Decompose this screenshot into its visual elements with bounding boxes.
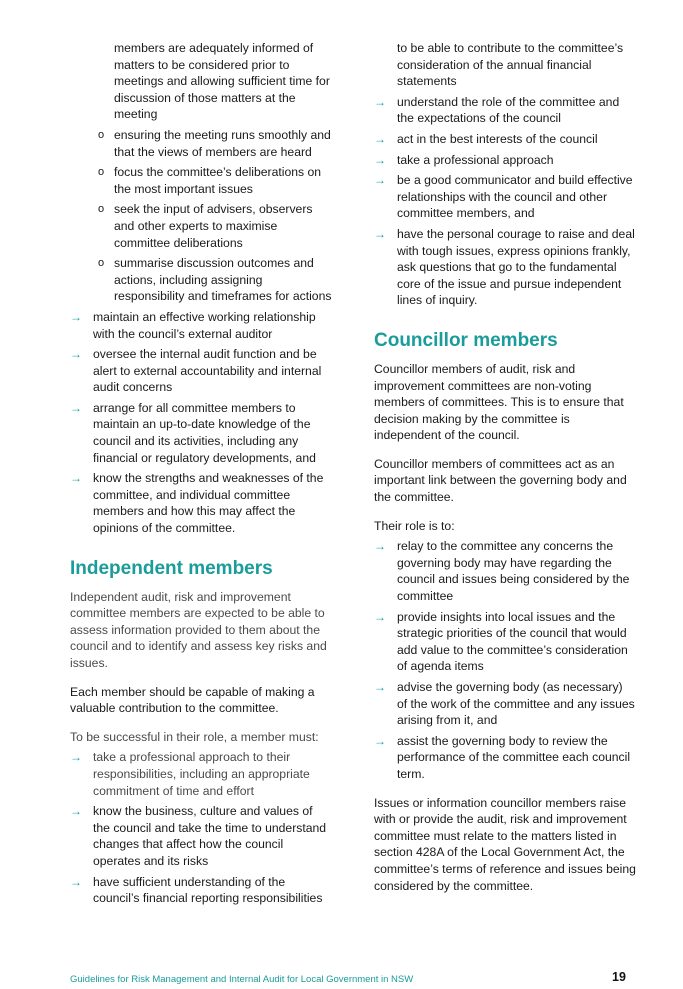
arrow-right-icon: → [70,874,82,889]
arrow-right-icon: → [70,400,82,415]
section-heading-independent: Independent members [70,557,273,579]
list-item: → arrange for all committee members to maintain an up-to-date knowledge of the council and its activities, including any financial or regulatory developments, and [70,400,316,465]
list-item: → act in the best interests of the council [374,131,598,146]
arrow-right-icon: → [374,94,386,109]
continued-text: members are adequately informed of matters to be considered prior to meetings and allowing sufficient time for discussion of those matters at the meeting [114,41,330,122]
sub-list-item: o ensuring the meeting runs smoothly and that the views of members are heard [98,127,331,159]
list-item: → provide insights into local issues and the strategic priorities of the council that would add value to the committee’s consideration of agenda items [374,609,628,674]
arrow-list [70,749,332,906]
sub-list-item: o seek the input of advisers, observers and other experts to maximise committee deliberations [98,202,313,250]
page-number: 19 [612,970,626,984]
list-item: → relay to the committee any concerns the governing body may have regarding the council and issues being considered by the committee [374,539,630,604]
arrow-right-icon: → [70,471,82,486]
circle-bullet-icon: o [98,257,105,270]
circle-bullet-icon: o [98,166,105,179]
list-item: → know the strengths and weaknesses of the committee, and individual committee members and how this may affect the opinions of the committee. [70,471,324,536]
paragraph: Each member should be capable of making a valuable contribution to the committee. [70,684,315,716]
list-item: → oversee the internal audit function and be alert to external accountability and internal audit concerns [70,347,322,395]
arrow-right-icon: → [374,173,386,188]
section-heading-councillor: Councillor members [374,329,558,351]
arrow-right-icon: → [374,539,386,554]
paragraph: Councillor members of audit, risk and improvement committees are non-voting members of committees. This is to ensure that decision making by the committee is independent of the council. [374,361,624,443]
left-column [70,40,332,911]
paragraph: To be successful in their role, a member must: [70,729,319,744]
list-item: → be a good communicator and build effective relationships with the council and other committee members, and [374,173,633,221]
arrow-list [374,94,636,309]
list-item: → advise the governing body (as necessary) of the work of the committee and any issues arising from it, and [374,680,635,728]
sub-list [70,127,332,305]
arrow-list [374,538,636,782]
list-item: → understand the role of the committee and the expectations of the council [374,94,620,126]
arrow-right-icon: → [374,733,386,748]
right-column [374,40,636,894]
arrow-right-icon: → [70,804,82,819]
arrow-right-icon: → [374,152,386,167]
footer-title: Guidelines for Risk Management and Internal Audit for Local Government in NSW [70,974,414,985]
list-item: → have sufficient understanding of the council’s financial reporting responsibilities [70,874,323,906]
circle-bullet-icon: o [98,128,105,141]
list-item: → know the business, culture and values of the council and take the time to understand changes that affect how the council operates and its risks [70,804,327,868]
arrow-right-icon: → [70,309,82,324]
arrow-list [70,309,332,537]
paragraph: Independent audit, risk and improvement committee members are expected to be able to assess information provided to them about the council and to identify and assess key risks and issues. [70,589,327,670]
list-item: → maintain an effective working relationship with the council’s external auditor [70,309,316,341]
sub-list-item: o summarise discussion outcomes and actions, including assigning responsibility and timeframes for actions [98,256,332,304]
arrow-right-icon: → [374,226,386,241]
paragraph: Their role is to: [374,518,455,533]
paragraph: Councillor members of committees act as an important link between the governing body and the committee. [374,456,627,505]
list-item: → assist the governing body to review the performance of the committee each council term. [374,733,631,781]
sub-list-item: o focus the committee’s deliberations on the most important issues [98,165,322,196]
list-item: → take a professional approach [374,152,554,167]
list-item: → take a professional approach to their responsibilities, including an appropriate commitment of time and effort [70,750,310,798]
arrow-right-icon: → [374,609,386,624]
arrow-right-icon: → [374,680,386,694]
circle-bullet-icon: o [98,203,105,216]
arrow-right-icon: → [70,750,82,765]
paragraph: Issues or information councillor members raise with or provide the audit, risk and improvement committee must relate to the matters listed in section 428A of the Local Government Act, the committee’s terms of reference and issues being considered by the committee. [374,795,636,893]
list-item: → have the personal courage to raise and deal with tough issues, express opinions frankly, ask questions that go to the fundamental core of the issue and pursue independent lines of inquiry. [374,226,635,308]
arrow-right-icon: → [374,131,386,146]
continued-text: to be able to contribute to the committee’s consideration of the annual financial statements [397,41,624,89]
arrow-right-icon: → [70,347,82,362]
